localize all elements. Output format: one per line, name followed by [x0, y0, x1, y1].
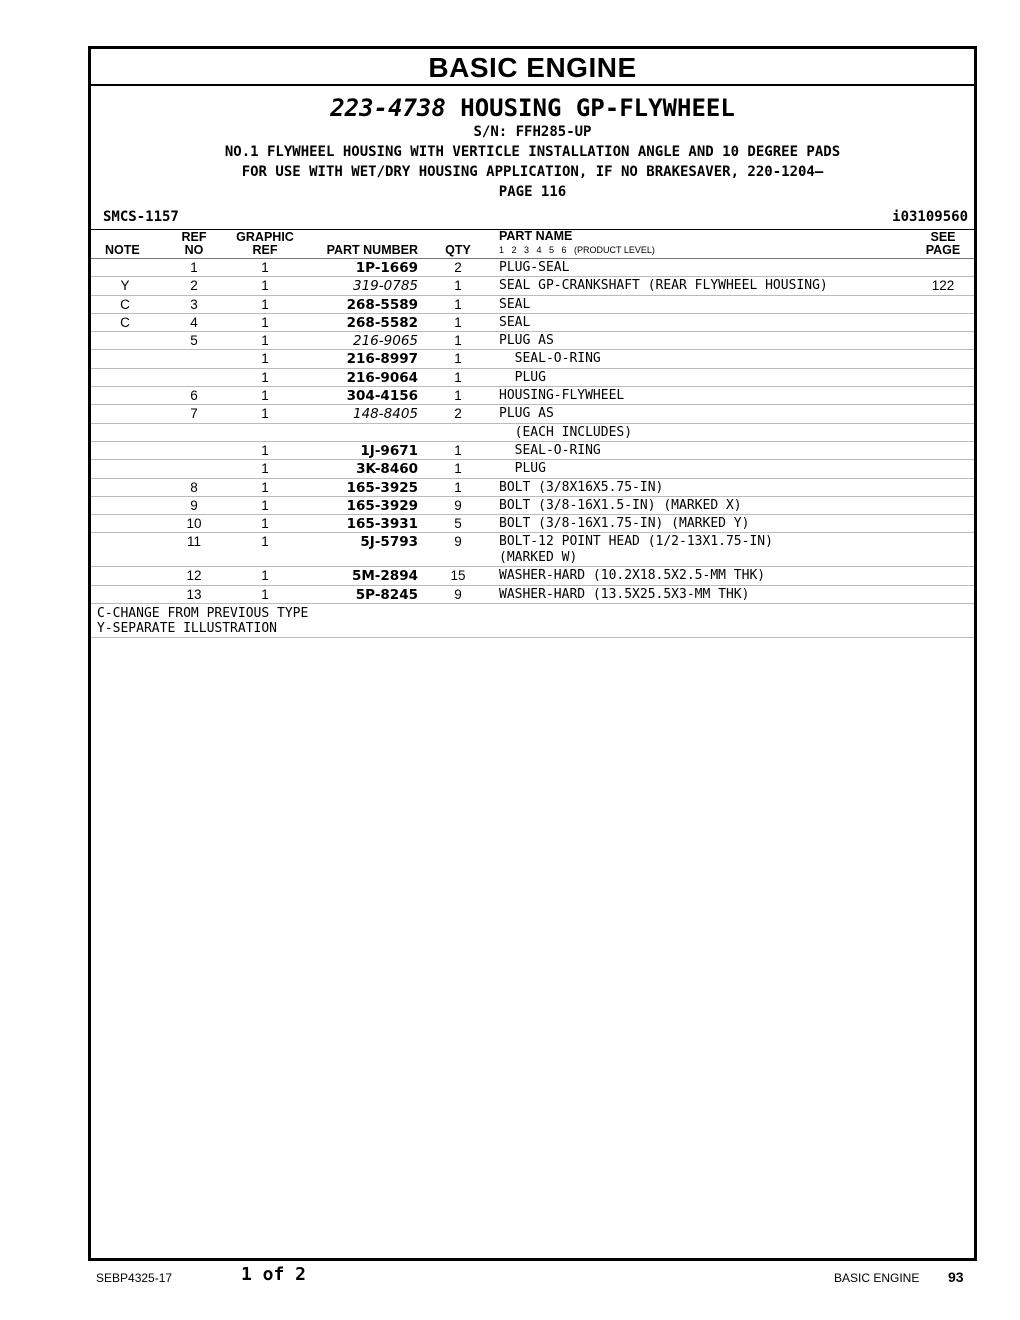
section-title: BASIC ENGINE: [91, 49, 974, 86]
graphic-ref-cell: 1: [261, 296, 269, 312]
parts-table-body: [91, 259, 974, 604]
part-name-cell: PLUG AS: [499, 333, 554, 349]
ref-no-cell: 12: [186, 568, 202, 584]
qty-cell: 15: [450, 568, 466, 584]
ref-no-cell: 6: [190, 388, 198, 404]
graphic-ref-cell: 1: [261, 516, 269, 532]
group-description-2: FOR USE WITH WET/DRY HOUSING APPLICATION, IF NO BRAKESAVER, 220-1204—: [241, 164, 824, 180]
note-change: C-CHANGE FROM PREVIOUS TYPE: [97, 606, 309, 622]
page-footer: [0, 1264, 1020, 1290]
ref-no-cell: 3: [190, 296, 198, 312]
footer-section: BASIC ENGINE: [834, 1271, 920, 1285]
part-number-cell[interactable]: 268-5589: [346, 296, 418, 313]
group-description-3: PAGE 116: [498, 184, 567, 200]
graphic-ref-cell: 1: [261, 479, 269, 495]
group-part-number[interactable]: 223-4738: [330, 94, 446, 122]
table-row: [91, 442, 974, 460]
graphic-ref-cell: 1: [261, 442, 269, 458]
note-separate: Y-SEPARATE ILLUSTRATION: [97, 621, 278, 637]
qty-cell: 1: [454, 278, 462, 294]
part-name-cell: BOLT (3/8-16X1.5-IN) (MARKED X): [499, 497, 742, 513]
smcs-code: SMCS-1157: [103, 209, 179, 225]
ref-no-cell: 11: [186, 534, 201, 550]
ref-no-cell: 13: [186, 586, 202, 602]
note-cell: Y: [120, 278, 130, 294]
qty-cell: 9: [454, 534, 462, 550]
ref-no-cell: 8: [190, 479, 198, 495]
table-row: [91, 405, 974, 423]
col-qty: QTY: [445, 243, 471, 257]
qty-cell: 9: [454, 497, 462, 513]
ref-no-cell: 10: [186, 516, 202, 532]
graphic-ref-cell: 1: [261, 568, 269, 584]
table-row: [91, 479, 974, 497]
part-number-cell[interactable]: 5J-5793: [360, 534, 418, 551]
table-row: [91, 387, 974, 405]
col-graphic-top: GRAPHIC: [236, 230, 294, 244]
part-name-cell: PLUG AS: [499, 406, 554, 422]
group-description-1: NO.1 FLYWHEEL HOUSING WITH VERTICLE INSTALLATION ANGLE AND 10 DEGREE PADS: [224, 144, 841, 160]
graphic-ref-cell: 1: [261, 351, 269, 367]
part-name-cell: BOLT (3/8X16X5.75-IN): [499, 479, 664, 495]
col-ref-top: REF: [181, 230, 207, 244]
part-name-cell: SEAL-O-RING: [499, 442, 601, 458]
part-name-cell: SEAL-O-RING: [499, 351, 601, 367]
table-row: [91, 497, 974, 515]
part-number-cell[interactable]: 1J-9671: [360, 442, 418, 459]
qty-cell: 1: [454, 461, 462, 477]
table-row: [91, 567, 974, 585]
table-row: [91, 259, 974, 277]
part-name-cell: BOLT-12 POINT HEAD (1/2-13X1.75-IN) (MARKED W): [499, 534, 773, 566]
part-name-cell: SEAL: [499, 314, 531, 330]
table-row: [91, 586, 974, 604]
graphic-ref-cell: 1: [261, 497, 269, 513]
col-ref-bottom: NO: [184, 243, 204, 257]
ref-no-cell: 9: [190, 497, 198, 513]
table-row: [91, 515, 974, 533]
part-name-cell: PLUG: [499, 461, 546, 477]
part-number-cell[interactable]: 3K-8460: [356, 461, 418, 478]
qty-cell: 5: [454, 516, 462, 532]
col-note: NOTE: [105, 243, 140, 257]
page-frame: [88, 46, 977, 1261]
part-name-cell: SEAL GP-CRANKSHAFT (REAR FLYWHEEL HOUSING): [499, 278, 828, 294]
table-row: [91, 314, 974, 332]
qty-cell: 1: [454, 333, 462, 349]
col-part-name: PART NAME: [499, 229, 573, 243]
graphic-ref-cell: 1: [261, 388, 269, 404]
part-name-cell: BOLT (3/8-16X1.75-IN) (MARKED Y): [499, 516, 750, 532]
see-page-cell[interactable]: 122: [931, 278, 955, 294]
table-row: [91, 350, 974, 368]
table-row: [91, 277, 974, 295]
table-row: [91, 296, 974, 314]
qty-cell: 1: [454, 296, 462, 312]
qty-cell: 2: [454, 406, 462, 422]
qty-cell: 2: [454, 260, 462, 275]
part-number-cell[interactable]: 148-8405: [353, 406, 418, 423]
part-name-cell: WASHER-HARD (13.5X25.5X3-MM THK): [499, 586, 750, 602]
qty-cell: 1: [454, 479, 462, 495]
qty-cell: 1: [454, 442, 462, 458]
ref-no-cell: 7: [190, 406, 198, 422]
part-number-cell[interactable]: 216-9065: [353, 333, 418, 350]
graphic-ref-cell: 1: [261, 260, 269, 275]
qty-cell: 1: [454, 388, 462, 404]
col-part-number: PART NUMBER: [326, 243, 418, 257]
part-number-cell[interactable]: 216-9064: [346, 369, 418, 386]
ref-no-cell: 4: [190, 314, 198, 330]
part-number-cell[interactable]: 5M-2894: [351, 568, 418, 585]
table-row: [91, 332, 974, 350]
part-number-cell[interactable]: 1P-1669: [355, 260, 418, 276]
graphic-ref-cell: 1: [261, 314, 269, 330]
illustration-id: i03109560: [892, 209, 968, 225]
qty-cell: 1: [454, 351, 462, 367]
column-headers: [91, 230, 974, 259]
note-cell: C: [120, 296, 130, 312]
graphic-ref-cell: 1: [261, 534, 269, 550]
part-number-cell[interactable]: 165-3929: [346, 497, 418, 514]
graphic-ref-cell: 1: [261, 406, 269, 422]
group-name: HOUSING GP-FLYWHEEL: [460, 94, 735, 122]
group-title: [91, 94, 974, 122]
part-name-cell: PLUG-SEAL: [499, 260, 570, 275]
col-product-levels: 1 2 3 4 5 6 (PRODUCT LEVEL): [499, 245, 655, 255]
table-row: [91, 369, 974, 387]
graphic-ref-cell: 1: [261, 278, 269, 294]
ref-no-cell: 5: [190, 333, 198, 349]
part-name-cell: HOUSING-FLYWHEEL: [499, 388, 625, 404]
part-number-cell[interactable]: 165-3925: [346, 479, 418, 496]
col-see-bottom: PAGE: [925, 243, 961, 257]
part-number-cell[interactable]: 304-4156: [346, 388, 418, 405]
serial-number: S/N: FFH285-UP: [473, 124, 592, 140]
part-number-cell[interactable]: 165-3931: [346, 516, 418, 533]
part-name-cell: PLUG: [499, 369, 546, 385]
part-number-cell[interactable]: 5P-8245: [355, 586, 418, 603]
part-number-cell[interactable]: 268-5582: [346, 314, 418, 331]
qty-cell: 1: [454, 369, 462, 385]
graphic-ref-cell: 1: [261, 586, 269, 602]
part-name-cell: (EACH INCLUDES): [499, 424, 633, 440]
qty-cell: 9: [454, 586, 462, 602]
ref-no-cell: 2: [190, 278, 198, 294]
notes-legend: [91, 604, 974, 638]
graphic-ref-cell: 1: [261, 369, 269, 385]
part-name-cell: SEAL: [499, 296, 531, 312]
col-see-top: SEE: [930, 230, 956, 244]
smcs-bar: [91, 207, 974, 230]
part-name-cell: WASHER-HARD (10.2X18.5X2.5-MM THK): [499, 568, 766, 584]
footer-page-number: 93: [948, 1269, 964, 1285]
footer-page-of: 1 of 2: [241, 1264, 307, 1285]
note-cell: C: [120, 314, 130, 330]
part-number-cell[interactable]: 216-8997: [346, 351, 418, 368]
graphic-ref-cell: 1: [261, 461, 269, 477]
col-graphic-bottom: REF: [252, 243, 278, 257]
footer-doc-number: SEBP4325-17: [96, 1271, 173, 1285]
table-row: [91, 533, 974, 567]
ref-no-cell: 1: [190, 260, 198, 275]
qty-cell: 1: [454, 314, 462, 330]
graphic-ref-cell: 1: [261, 333, 269, 349]
part-number-cell[interactable]: 319-0785: [353, 278, 418, 295]
group-header: [91, 94, 974, 202]
table-row: [91, 460, 974, 478]
table-row: [91, 424, 974, 442]
